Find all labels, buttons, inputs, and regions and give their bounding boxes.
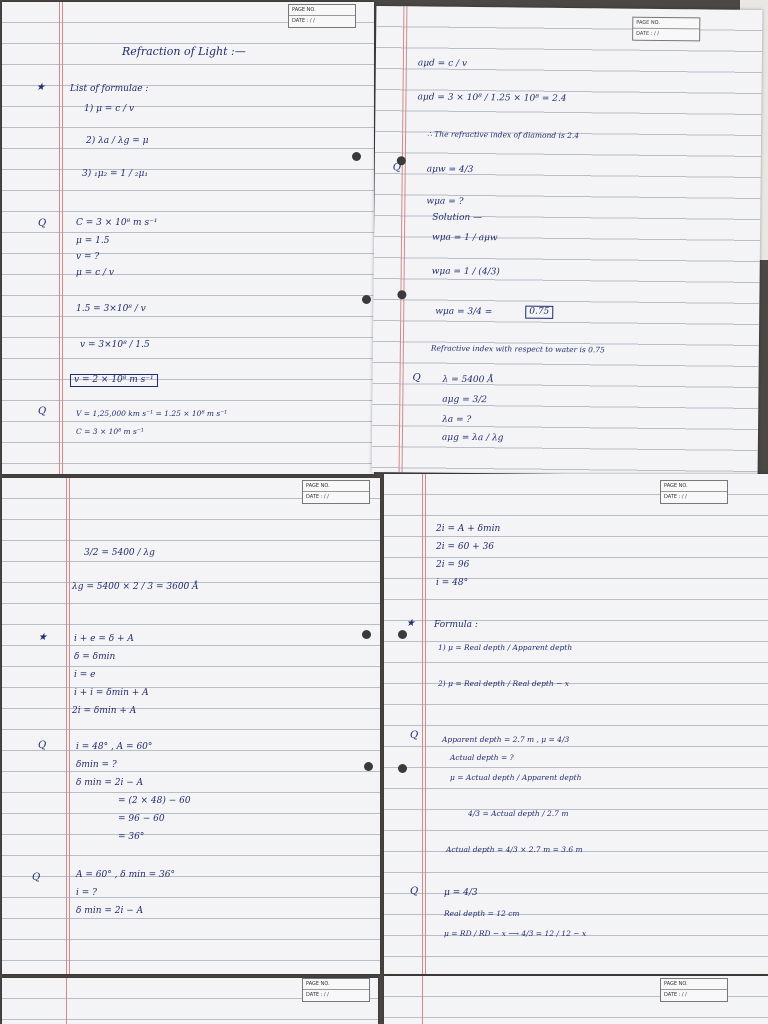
question-marker: Q — [412, 372, 421, 384]
page-number-box — [660, 978, 728, 1002]
question-marker: Q — [410, 730, 419, 741]
date-label: DATE : / / — [664, 992, 687, 998]
notebook-page-5-partial — [2, 978, 378, 1024]
page-no-label: PAGE NO. — [289, 5, 355, 16]
line: Real depth = 12 cm — [444, 909, 520, 918]
line: λg = 5400 × 2 / 3 = 3600 Å — [72, 582, 199, 592]
given-c: C = 3 × 10⁸ m s⁻¹ — [76, 427, 144, 436]
formula-mu: μ = c / v — [76, 268, 114, 278]
line: λa = ? — [442, 414, 472, 426]
line: i = e — [74, 670, 96, 680]
line: aμg = 3/2 — [442, 394, 488, 406]
line: Solution — — [432, 212, 483, 224]
unknown-v: v = ? — [76, 252, 100, 262]
margin-line — [59, 2, 60, 474]
line: 2i = δmin + A — [72, 706, 137, 716]
page-number-box — [302, 480, 370, 504]
page-no-label: PAGE NO. — [661, 481, 727, 492]
star-marker: ★ — [406, 618, 415, 629]
line: λ = 5400 Å — [442, 374, 494, 386]
line: δ min = 2i − A — [76, 778, 144, 788]
binder-hole — [397, 290, 406, 299]
boxed-answer: 0.75 — [525, 306, 553, 319]
binder-hole — [364, 762, 373, 771]
question-marker: Q — [38, 406, 47, 417]
step-2: v = 3×10⁸ / 1.5 — [80, 340, 150, 350]
margin-line — [69, 478, 70, 974]
line: Apparent depth = 2.7 m , μ = 4/3 — [442, 735, 570, 744]
margin-line — [62, 2, 63, 474]
formula-heading: Formula : — [434, 620, 478, 630]
line: i = ? — [76, 888, 97, 898]
page-number-box — [632, 17, 700, 42]
line: i + i = δmin + A — [74, 688, 149, 698]
date-label: DATE : / / — [292, 18, 315, 24]
conclusion: ∴ The refractive index of diamond is 2.4 — [427, 129, 580, 141]
line: wμa = 3/4 = — [435, 306, 493, 318]
line: 3/2 = 5400 / λg — [84, 548, 155, 558]
page-no-label: PAGE NO. — [303, 979, 369, 990]
line: i = 48° , A = 60° — [76, 742, 153, 752]
notebook-page-1 — [2, 2, 374, 474]
binder-hole — [398, 764, 407, 773]
notebook-page-2 — [372, 6, 763, 476]
line: δ = δmin — [74, 652, 116, 662]
notebook-page-3 — [2, 478, 380, 974]
binder-hole — [362, 630, 371, 639]
question-marker: Q — [38, 218, 47, 229]
line: 2i = 60 + 36 — [436, 542, 495, 552]
line: = 96 − 60 — [118, 814, 165, 824]
boxed-answer: v = 2 × 10⁸ m s⁻¹ — [70, 374, 158, 387]
formula-1: 1) μ = c / v — [84, 104, 135, 114]
line: δmin = ? — [76, 760, 117, 770]
formula-2: 2) λa / λg = μ — [86, 136, 149, 146]
page-no-label: PAGE NO. — [303, 481, 369, 492]
star-marker: ★ — [36, 82, 45, 93]
line: 2i = 96 — [436, 560, 470, 570]
formula-2: 2) μ = Real depth / Real depth − x — [438, 679, 570, 688]
margin-line — [425, 474, 426, 974]
notebook-page-6-partial — [384, 976, 768, 1024]
line: 4/3 = Actual depth / 2.7 m — [468, 809, 569, 818]
line: i + e = δ + A — [74, 634, 134, 644]
line: μ = RD / RD − x ⟶ 4/3 = 12 / 12 − x — [444, 929, 587, 938]
line: aμg = λa / λg — [441, 432, 504, 444]
formula-3: 3) ₁μ₂ = 1 / ₂μ₁ — [82, 169, 148, 179]
page-number-box — [660, 480, 728, 504]
step-1: 1.5 = 3×10⁸ / v — [76, 304, 146, 314]
margin-line — [422, 976, 423, 1024]
margin-line — [66, 478, 67, 974]
date-label: DATE : / / — [306, 992, 329, 998]
page-no-label: PAGE NO. — [661, 979, 727, 990]
binder-hole — [398, 630, 407, 639]
margin-line — [422, 474, 423, 974]
given-c: C = 3 × 10⁸ m s⁻¹ — [76, 218, 158, 228]
line: wμa = ? — [426, 196, 464, 207]
date-label: DATE : / / — [306, 494, 329, 500]
conclusion: Refractive index with respect to water is 0.75 — [430, 343, 605, 355]
notebook-page-4 — [384, 474, 768, 974]
line: wμa = 1 / aμw — [431, 232, 498, 244]
line: μ = 4/3 — [444, 888, 478, 898]
question-marker: Q — [392, 162, 402, 174]
star-marker: ★ — [38, 632, 47, 643]
binder-hole — [362, 295, 371, 304]
page-number-box — [288, 4, 356, 28]
line: i = 48° — [436, 578, 469, 588]
given-mu: μ = 1.5 — [76, 236, 110, 246]
line: Actual depth = ? — [450, 753, 514, 762]
date-label: DATE : / / — [664, 494, 687, 500]
line: aμw = 4/3 — [426, 164, 474, 176]
question-marker: Q — [32, 872, 41, 883]
line: A = 60° , δ min = 36° — [76, 870, 175, 880]
page-number-box — [302, 978, 370, 1002]
page-no-label: PAGE NO. — [633, 18, 699, 30]
line: wμa = 1 / (4/3) — [431, 266, 500, 278]
line: 2i = A + δmin — [436, 524, 501, 534]
question-marker: Q — [38, 740, 47, 751]
question-marker: Q — [410, 886, 419, 897]
given-velocity: V = 1,25,000 km s⁻¹ = 1.25 × 10⁸ m s⁻¹ — [76, 409, 228, 418]
line: aμd = c / v — [417, 58, 468, 69]
binder-hole — [352, 152, 361, 161]
line: Actual depth = 4/3 × 2.7 m = 3.6 m — [446, 845, 583, 854]
margin-line — [66, 978, 67, 1024]
formula-1: 1) μ = Real depth / Apparent depth — [438, 643, 573, 652]
line: = (2 × 48) − 60 — [118, 796, 191, 806]
line: μ = Actual depth / Apparent depth — [450, 773, 582, 782]
line: δ min = 2i − A — [76, 906, 144, 916]
date-label: DATE : / / — [636, 30, 660, 37]
formula-list-heading: List of formulae : — [70, 84, 149, 94]
line: aμd = 3 × 10⁸ / 1.25 × 10⁸ = 2.4 — [417, 92, 567, 104]
line: = 36° — [118, 832, 145, 842]
page-title: Refraction of Light :— — [122, 45, 246, 58]
